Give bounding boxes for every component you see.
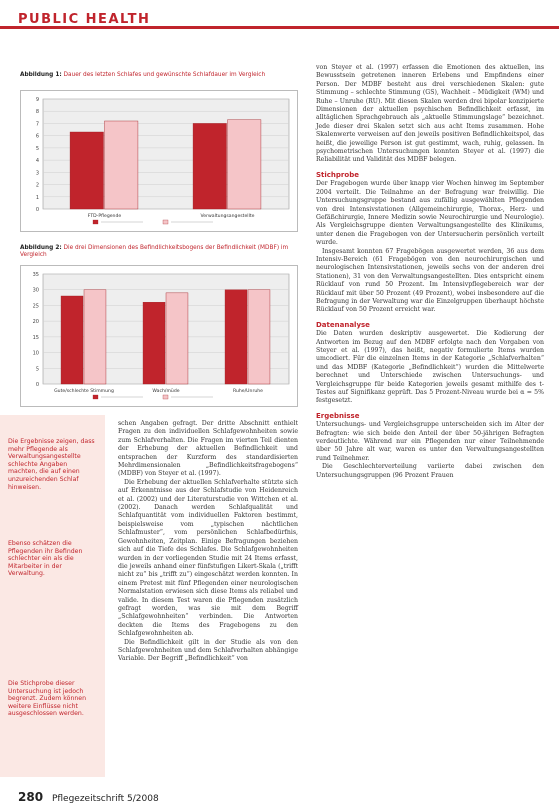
page-number: 280 <box>18 790 44 804</box>
figure1-chart <box>21 91 297 231</box>
y-tick-label: 5 <box>35 145 39 152</box>
figure1-chart-frame <box>20 90 298 232</box>
x-tick-label: FTD-Pflegende <box>87 214 122 219</box>
y-tick-label: 30 <box>32 287 39 294</box>
mid-paragraph-3: Die Befindlichkeit gilt in der Studie als von den Schlafgewohnheiten und dem Schlafverhalten abhängige Variable. Der Begriff „Befindlichkeit“ von <box>118 638 298 663</box>
figure2-caption <box>20 245 295 259</box>
legend-swatch <box>163 395 168 399</box>
figure1-caption-text: Dauer des letzten Schlafes und gewünschte Schlafdauer im Vergleich <box>63 72 266 78</box>
y-tick-label: 6 <box>35 133 39 140</box>
right-paragraph-4: Die Daten wurden deskriptiv ausgewertet. Die Kodierung der Antworten im Bezug auf den MDBF erfolgte nach den Vorgaben von Steyer et al. (1997), das heißt, negativ formulierte Items wurden umcodiert. Für die einzelnen Items in der Kategorie „Schlafverhalten“ und das MDBF (Kategorie „Befindlichkeit“) wurden die Mittelwerte berechnet und Unterschiede zwischen Untersuchungs- und Vergleichsgruppe für beide Kategorien jeweils gesamt mithilfe des t-Testes auf Signifikanz geprüft. Das 5 Prozent-Niveau wurde bei α = 5% festgesetzt. <box>316 330 544 405</box>
right-paragraph-5: Untersuchungs- und Vergleichsgruppe unterscheiden sich im Alter der Befragten: wie sich beide den Anteil der über 50-jährigen Befragten verdeutlichte. Während nur ein Pflegenden nur einer Teilnehmende über 50 Jahre alt war, waren es unter den Verwaltungsangestellten rund Teilnehmer. <box>316 421 544 462</box>
bar <box>228 120 261 209</box>
right-paragraph-3: Insgesamt konnten 67 Fragebögen ausgewertet werden, 36 aus dem Intensiv-Bereich (61 Fragebögen von den neurochirurgischen und neurologischen Intensivstationen, jeweils sechs von der anderen drei Stationen), 31 von den Verwaltungsangestellten. Dies entspricht einem Rücklauf von rund 50 Prozent. Im Intensivpflegebereich war der Rücklauf mit über 50 Prozent (49 Prozent), wobei insbesondere auf die Befragung in der Verwaltung war die Einzelgruppen überhaupt höchste Rücklauf von 50 Prozent erreicht war. <box>316 247 544 314</box>
y-tick-label: 25 <box>32 303 39 310</box>
mid-paragraph-2: Die Erhebung der aktuellen Schlafverhalte stützte sich auf Erkenntnisse aus der Schlafstudie von Heidenreich et al. (2002) und der Literaturstudie von Wittchen et al. (2002). Danach werden Schlafqualität und Schlafquantität vom individuellen Faktoren bestimmt, beispielsweise vom „typischen nächtlichen Schlafmuster“, vom persönlichen Schlafbedürfnis, Gewohnheiten, Zeitplan. Einige Befragungen beziehen sich auf die Tiefe des Schlafes. Die Schlafgewohnheiten wurden in der vorliegenden Studie mit 24 Items erfasst, die jeweils anhand einer fünfstufigen Likert-Skala („trifft nicht zu“ bis „trifft zu“) eingeschätzt werden konnten. In einem Pretest mit fünf Pflegenden einer neurologischen Normalstation erwiesen sich diese Items als reliabel und valide. In diesem Test waren die Pflegenden zusätzlich gefragt worden, was sie mit dem Begriff „Schlafgewohnheiten“ verbinden. Die Antworten deckten die Items des Fragebogens zu den Schlafgewohnheiten ab. <box>118 478 298 638</box>
y-tick-label: 10 <box>32 350 39 357</box>
sidebar-note-3: Die Stichprobe dieser Untersuchung ist jedoch begrenzt. Zudem können weitere Einflüsse nicht ausgeschlossen werden. <box>8 680 87 718</box>
right-column <box>316 64 544 480</box>
heading-datenanalyse: Datenanalyse <box>316 320 370 329</box>
y-tick-label: 5 <box>35 366 39 373</box>
figure2-caption-text: Die drei Dimensionen des Befindlichkeitsbogens der Befindlichkeit (MDBF) im Vergleich <box>20 245 289 258</box>
middle-column <box>118 420 298 664</box>
x-tick-label: Gute/schlechte Stimmung <box>54 389 114 394</box>
right-paragraph-6: Die Geschlechterverteilung variierte dabei zwischen den Untersuchungsgruppen (96 Prozent Frauen <box>316 463 544 479</box>
y-tick-label: 3 <box>35 170 39 177</box>
legend-swatch <box>93 220 98 224</box>
heading-ergebnisse: Ergebnisse <box>316 411 360 420</box>
sidebar-note-2: Ebenso schätzen die Pflegenden ihr Befinden schlechter ein als die Mitarbeiter in der Verwaltung. <box>8 540 83 578</box>
y-tick-label: 35 <box>32 272 39 278</box>
figure1-caption <box>20 72 295 79</box>
figure1-label: Abbildung 1: <box>20 72 62 78</box>
right-paragraph-1: von Steyer et al. (1997) erfassen die Emotionen des aktuellen, ins Bewusstsein getretenen inneren Erlebens und Empfindens einer Person. Der MDBF besteht aus drei verschiedenen Skalen: gute Stimmung – schlechte Stimmung (GS), Wachheit – Müdigkeit (WM) und Ruhe – Unruhe (RU). Mit diesen Skalen werden drei bipolar konzipierte Dimensionen der aktuellen psychischen Befindlichkeit erfasst, im alltäglichen Sprachgebrauch als „aktuelle Stimmungslage“ bezeichnet. Jede dieser drei Skalen setzt sich aus acht Items zusammen. Hohe Skalenwerte verweisen auf den jeweils positiven Befindlichkeitspol, das heißt, die jeweilige Person ist gut gestimmt, wach, ruhig, gelassen. In psychometrischen Untersuchungen konnten Steyer et al. (1997) die Reliabilität und Validität des MDBF belegen. <box>316 64 544 164</box>
y-tick-label: 0 <box>35 207 39 213</box>
right-paragraph-2: Der Fragebogen wurde über knapp vier Wochen hinweg im September 2004 verteilt. Die Teilnahme an der Befragung war freiwillig. Die Untersuchungsgruppe bestand aus zufällig ausgewählten Pflegenden von drei Intensivstationen (Allgemeinchirurgie, Thorax-, Herz- und Gefäßchirurgie, Innere Medizin sowie Neurochirurgie und Neurologie). Als Vergleichsgruppe dienten Verwaltungsangestellte des Klinikums, unter denen die Fragebogen von der Untersucherin persönlich verteilt wurde. <box>316 180 544 247</box>
figure2-chart <box>21 266 297 406</box>
legend-swatch <box>163 220 168 224</box>
bar <box>248 290 270 384</box>
page-footer <box>18 790 159 804</box>
journal-name: Pflegezeitschrift 5/2008 <box>51 794 159 804</box>
y-tick-label: 20 <box>32 319 39 326</box>
y-tick-label: 1 <box>35 194 39 201</box>
y-tick-label: 15 <box>32 334 39 341</box>
figure2-chart-frame <box>20 265 298 407</box>
y-tick-label: 2 <box>35 182 39 189</box>
mid-paragraph-1: schen Angaben gefragt. Der dritte Abschnitt enthielt Fragen zu den individuellen Schlafgewohnheiten sowie zum Schlafverhalten. Die Fragen im vierten Teil dienten der Erhebung der aktuellen Befindlichkeit und entsprachen der Kurzform des standardisierten Mehrdimensionalen „Befindlichkeitsfragebogens“ (MDBF) von Steyer et al. (1997). <box>118 420 298 478</box>
y-tick-label: 8 <box>35 109 39 116</box>
figure2-label: Abbildung 2: <box>20 245 62 251</box>
section-title: PUBLIC HEALTH <box>18 12 151 27</box>
y-tick-label: 7 <box>35 121 39 128</box>
y-tick-label: 0 <box>35 382 39 388</box>
bar <box>70 132 103 209</box>
bar <box>166 293 188 384</box>
bar <box>143 302 165 384</box>
bar <box>61 296 83 384</box>
y-tick-label: 9 <box>35 97 39 103</box>
x-tick-label: Wach/müde <box>152 389 180 394</box>
legend-swatch <box>93 395 98 399</box>
bar <box>84 290 106 384</box>
bar <box>105 121 138 209</box>
heading-stichprobe: Stichprobe <box>316 170 359 179</box>
x-tick-label: Ruhe/Unruhe <box>233 389 263 394</box>
bar <box>193 123 226 209</box>
y-tick-label: 4 <box>35 158 39 165</box>
bar <box>225 290 247 384</box>
sidebar-note-1: Die Ergebnisse zeigen, dass mehr Pflegende als Verwaltungsangestellte schlechte Angaben machten, die auf einen unzureichenden Schlaf hinweisen. <box>8 438 95 491</box>
x-tick-label: Verwaltungsangestellte <box>200 214 255 219</box>
